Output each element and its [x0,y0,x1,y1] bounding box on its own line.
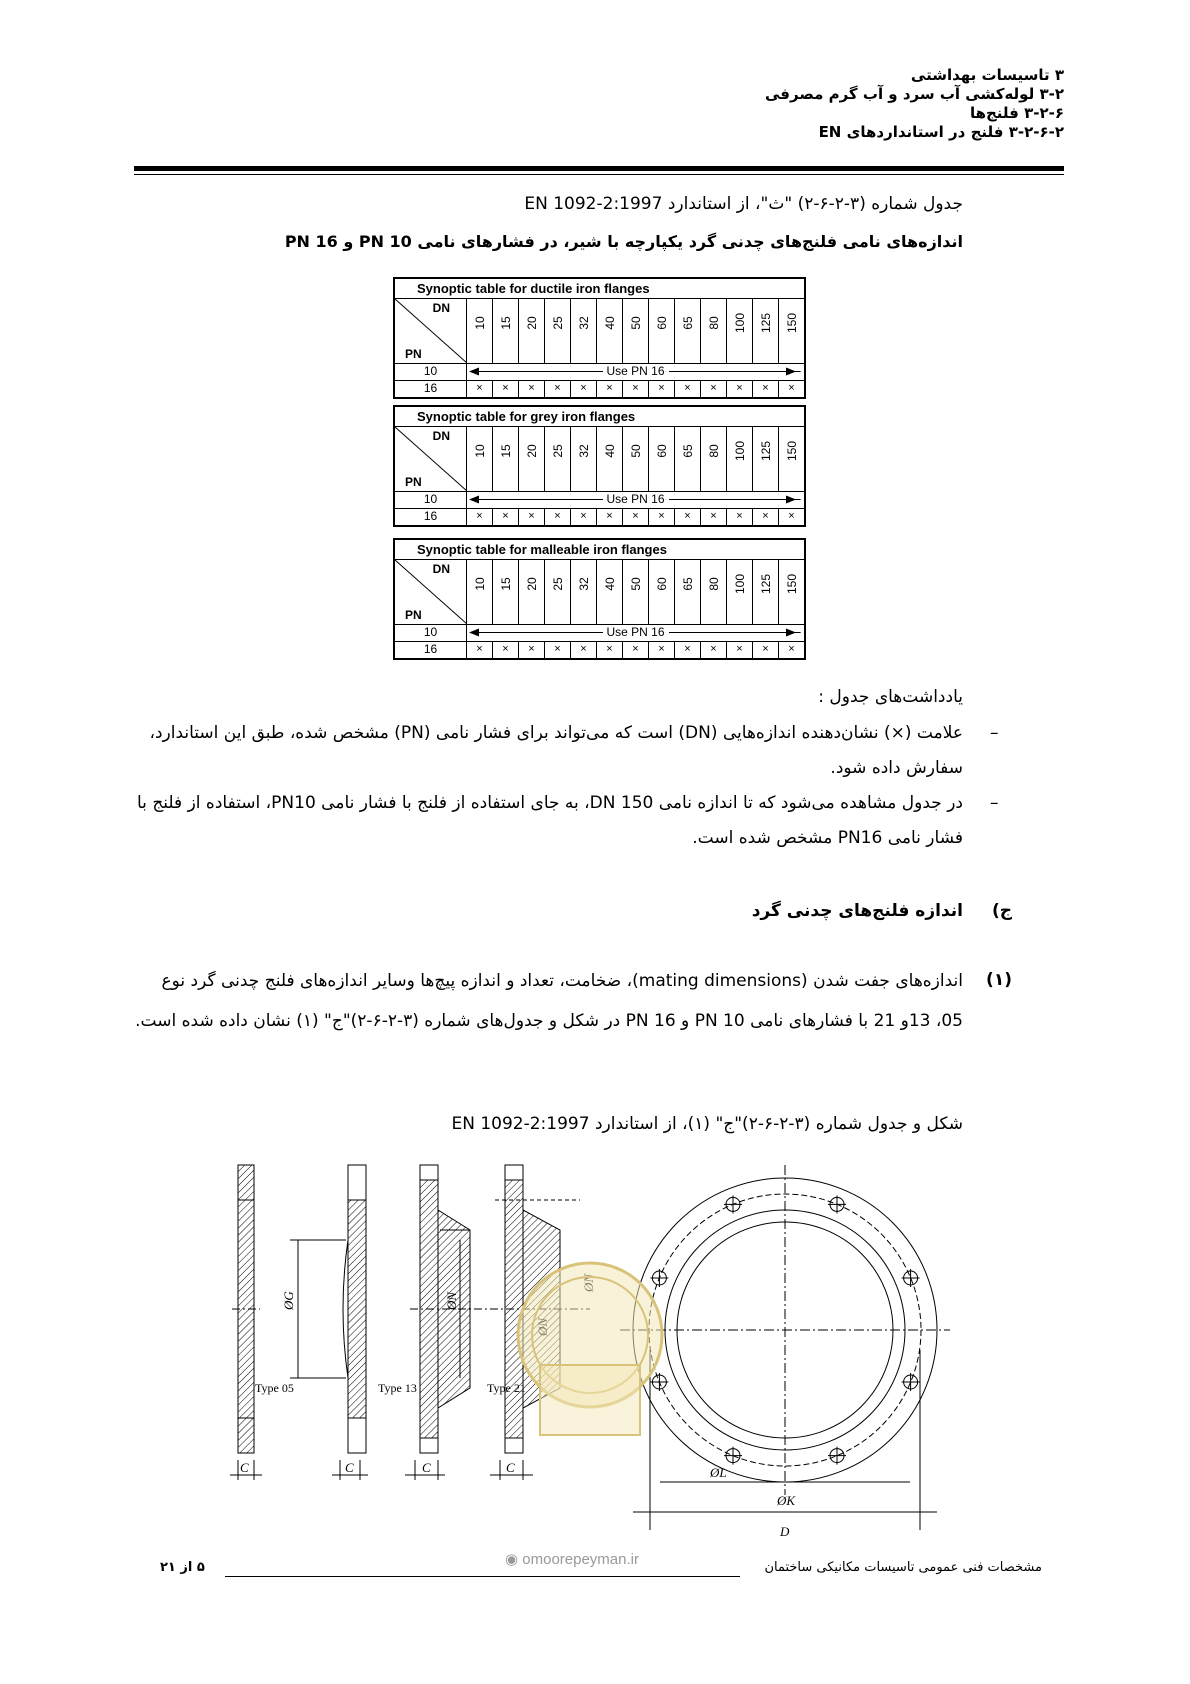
dn-header-row [395,560,804,625]
dn-value: 65 [680,577,695,591]
pn-10-label: 10 [395,492,467,508]
dn-value-cell [467,427,493,491]
dn-value-cell [493,560,519,624]
dim-c-3: C [422,1460,431,1475]
dn-value: 40 [602,316,617,330]
dn-value: 25 [550,316,565,330]
header-rule-thick [134,166,1064,171]
availability-mark: × [623,509,649,525]
watermark-site [505,1550,639,1568]
table-subcaption: اندازه‌های نامی فلنج‌های چدنی گرد یکپارچه با شیر، در فشارهای نامی PN 10 و PN 16 [284,232,963,251]
dn-value-cell [727,560,753,624]
dn-value: 80 [706,444,721,458]
dn-label: DN [432,301,450,315]
pn-16-row [395,381,804,397]
dim-c-4: C [506,1460,515,1475]
dn-value-cell [649,299,675,363]
dn-value-cell [675,427,701,491]
availability-mark: × [467,642,493,658]
dim-n-1: ØN [444,1291,459,1310]
dn-value-cell [519,427,545,491]
dn-value: 125 [758,312,773,334]
availability-mark: × [753,642,779,658]
watermark-seal [510,1245,670,1445]
pn-10-row [395,492,804,509]
dn-value-cell [623,560,649,624]
synoptic-table [393,405,806,527]
dn-value: 60 [654,577,669,591]
dn-pn-corner [395,427,467,491]
use-pn16-label: Use PN 16 [602,625,668,640]
footer-title: مشخصات فنی عمومی تاسیسات مکانیکی ساختمان [764,1560,1042,1575]
pn-label: PN [405,347,422,361]
availability-mark: × [597,381,623,397]
availability-mark: × [571,509,597,525]
dn-value: 80 [706,316,721,330]
dn-value: 40 [602,444,617,458]
page-header [364,66,1064,142]
dn-value: 100 [732,573,747,595]
dn-value: 50 [628,444,643,458]
dn-value: 20 [524,577,539,591]
pn-10-row [395,625,804,642]
dn-value-cell [467,299,493,363]
dn-value: 25 [550,577,565,591]
availability-mark: × [571,642,597,658]
availability-mark: × [701,642,727,658]
availability-mark: × [649,642,675,658]
pn-10-label: 10 [395,625,467,641]
dn-label: DN [432,429,450,443]
availability-mark: × [519,509,545,525]
figure-caption: شکل و جدول شماره (۳-۲-۶-۲)"ج" (۱)، از استاندارد EN 1092-2:1997 [451,1114,963,1134]
dn-pn-corner [395,299,467,363]
pn-10-row [395,364,804,381]
type-05-profile [230,1165,262,1480]
dim-c-2: C [345,1460,354,1475]
availability-mark: × [493,642,519,658]
dn-value: 25 [550,444,565,458]
availability-mark: × [545,381,571,397]
dn-value-cell [779,299,804,363]
pn-16-row [395,642,804,658]
synoptic-table [393,277,806,399]
header-rule-thin [134,174,1064,175]
notes-title: یادداشت‌های جدول : [818,687,963,707]
availability-mark: × [753,509,779,525]
header-line-3: ۳-۲-۶ فلنج‌ها [969,104,1064,122]
availability-mark: × [571,381,597,397]
availability-mark: × [623,381,649,397]
dn-value: 125 [758,573,773,595]
dn-value: 80 [706,577,721,591]
dn-value: 10 [472,577,487,591]
availability-mark: × [727,509,753,525]
availability-mark: × [597,509,623,525]
dn-pn-corner [395,560,467,624]
pn-16-label: 16 [395,642,467,658]
availability-mark: × [545,509,571,525]
dn-value: 100 [732,312,747,334]
dn-value: 32 [576,444,591,458]
dn-value-cell [701,427,727,491]
availability-mark: × [623,642,649,658]
dn-label: DN [432,562,450,576]
dn-value: 20 [524,444,539,458]
synoptic-table [393,538,806,660]
dn-value: 15 [498,316,513,330]
dn-header-row [395,299,804,364]
availability-mark: × [493,381,519,397]
dn-value-cell [727,299,753,363]
type-05-label: Type 05 [255,1381,294,1395]
dim-c-1: C [240,1460,249,1475]
dn-value-cell [701,299,727,363]
type-21-label: Type 21 [487,1381,526,1395]
dn-value-cell [753,560,779,624]
type-13-profile [290,1165,368,1480]
dn-value-cell [493,299,519,363]
pn-16-label: 16 [395,509,467,525]
dim-l: ØL [710,1465,727,1480]
dn-value-cell [623,299,649,363]
dn-value-cell [727,427,753,491]
availability-mark: × [649,381,675,397]
availability-mark: × [467,381,493,397]
dn-value-cell [597,560,623,624]
availability-mark: × [467,509,493,525]
note-2 [133,786,963,856]
watermark-globe-icon: ◉ [505,1551,519,1568]
section-c-marker: ج) [991,901,1012,921]
type-13-label: Type 13 [378,1381,417,1395]
dn-value-cell [571,560,597,624]
availability-mark: × [788,643,795,655]
dn-value-cell [545,427,571,491]
dn-value-cell [779,560,804,624]
dn-value-cell [675,560,701,624]
availability-mark: × [675,509,701,525]
header-line-4: ۳-۲-۶-۲ فلنج در استانداردهای EN [818,123,1064,141]
dn-value-cell [519,299,545,363]
footer-page: ۵ از ۲۱ [160,1560,205,1575]
note-2-dash: – [990,793,999,813]
dn-value: 60 [654,316,669,330]
dn-header-row [395,427,804,492]
header-line-2: ۳-۲ لوله‌کشی آب سرد و آب گرم مصرفی [764,85,1064,103]
dn-value: 150 [784,573,799,595]
availability-mark: × [701,509,727,525]
pn-10-label: 10 [395,364,467,380]
dn-value: 32 [576,577,591,591]
dn-value-cell [675,299,701,363]
dn-value: 50 [628,316,643,330]
pn-label: PN [405,475,422,489]
dim-d: D [780,1524,790,1539]
dn-value-cell [753,299,779,363]
note-1-dash: – [990,723,999,743]
dn-value: 150 [784,440,799,462]
availability-mark: × [519,642,545,658]
synoptic-table-title: Synoptic table for grey iron flanges [395,407,804,427]
dn-value-cell [545,560,571,624]
dn-value: 15 [498,577,513,591]
dn-value-cell [467,560,493,624]
availability-mark: × [493,509,519,525]
header-line-1: ۳ تاسیسات بهداشتی [910,66,1064,84]
availability-mark: × [727,642,753,658]
dn-value: 15 [498,444,513,458]
type-21-profile [405,1165,490,1480]
availability-mark: × [727,381,753,397]
availability-mark: × [675,381,701,397]
dn-value-cell [493,427,519,491]
use-pn16-span [467,492,804,508]
note-1 [133,716,963,786]
dn-value-cell [779,427,804,491]
dn-value: 65 [680,444,695,458]
availability-mark: × [701,381,727,397]
dn-value: 100 [732,440,747,462]
dim-k: ØK [777,1493,796,1508]
dn-value: 125 [758,440,773,462]
dn-value: 32 [576,316,591,330]
availability-mark: × [788,382,795,394]
table-caption: جدول شماره (۳-۲-۶-۲) "ث"، از استاندارد EN 1092-2:1997 [524,194,963,214]
availability-mark: × [545,642,571,658]
dn-value-cell [623,427,649,491]
dn-value: 10 [472,444,487,458]
availability-mark: × [753,381,779,397]
availability-mark: × [788,510,795,522]
section-c-title: اندازه فلنج‌های چدنی گرد [751,901,963,921]
availability-mark: × [519,381,545,397]
dn-value-cell [597,427,623,491]
dn-value-cell [571,299,597,363]
synoptic-table-title: Synoptic table for ductile iron flanges [395,279,804,299]
note-2-text: در جدول مشاهده می‌شود که تا اندازه نامی DN 150، به جای استفاده از فلنج با فشار نامی PN10، استفاده از فلنج با فشار نامی PN16 مشخص شده است. [137,793,963,848]
dn-value-cell [701,560,727,624]
dn-value: 10 [472,316,487,330]
dn-value-cell [753,427,779,491]
availability-mark: × [649,509,675,525]
item-1-text: اندازه‌های جفت شدن (mating dimensions)، ضخامت، تعداد و اندازه پیچ‌ها وسایر اندازه‌های فلنج چدنی گرد نوع 05، 13و 21 با فشارهای نامی PN 10 و PN 16 در شکل و جدول‌های شماره (۳-۲-۶-۲)"ج" (۱) نشان داده شده است. [135,971,963,1031]
footer-rule [225,1576,740,1577]
pn-label: PN [405,608,422,622]
watermark-site-text: omoorepeyman.ir [522,1551,639,1568]
dn-value-cell [519,560,545,624]
synoptic-table-title: Synoptic table for malleable iron flanges [395,540,804,560]
availability-mark: × [675,642,701,658]
use-pn16-label: Use PN 16 [602,364,668,379]
dn-value: 150 [784,312,799,334]
dn-value-cell [545,299,571,363]
dn-value: 50 [628,577,643,591]
dim-g: ØG [281,1291,296,1310]
use-pn16-span [467,625,804,641]
use-pn16-label: Use PN 16 [602,492,668,507]
dn-value: 60 [654,444,669,458]
dn-value-cell [649,427,675,491]
pn-16-row [395,509,804,525]
pn-16-label: 16 [395,381,467,397]
dn-value-cell [571,427,597,491]
availability-mark: × [597,642,623,658]
dn-value: 20 [524,316,539,330]
dn-value-cell [649,560,675,624]
item-1-marker: (۱) [986,970,1012,990]
use-pn16-span [467,364,804,380]
dn-value-cell [597,299,623,363]
dn-value: 65 [680,316,695,330]
dn-value: 40 [602,577,617,591]
note-1-text: علامت (×) نشان‌دهنده اندازه‌هایی (DN) است که می‌تواند برای فشار نامی (PN) مشخص شده، طبق این استاندارد، سفارش داده شود. [149,723,963,778]
